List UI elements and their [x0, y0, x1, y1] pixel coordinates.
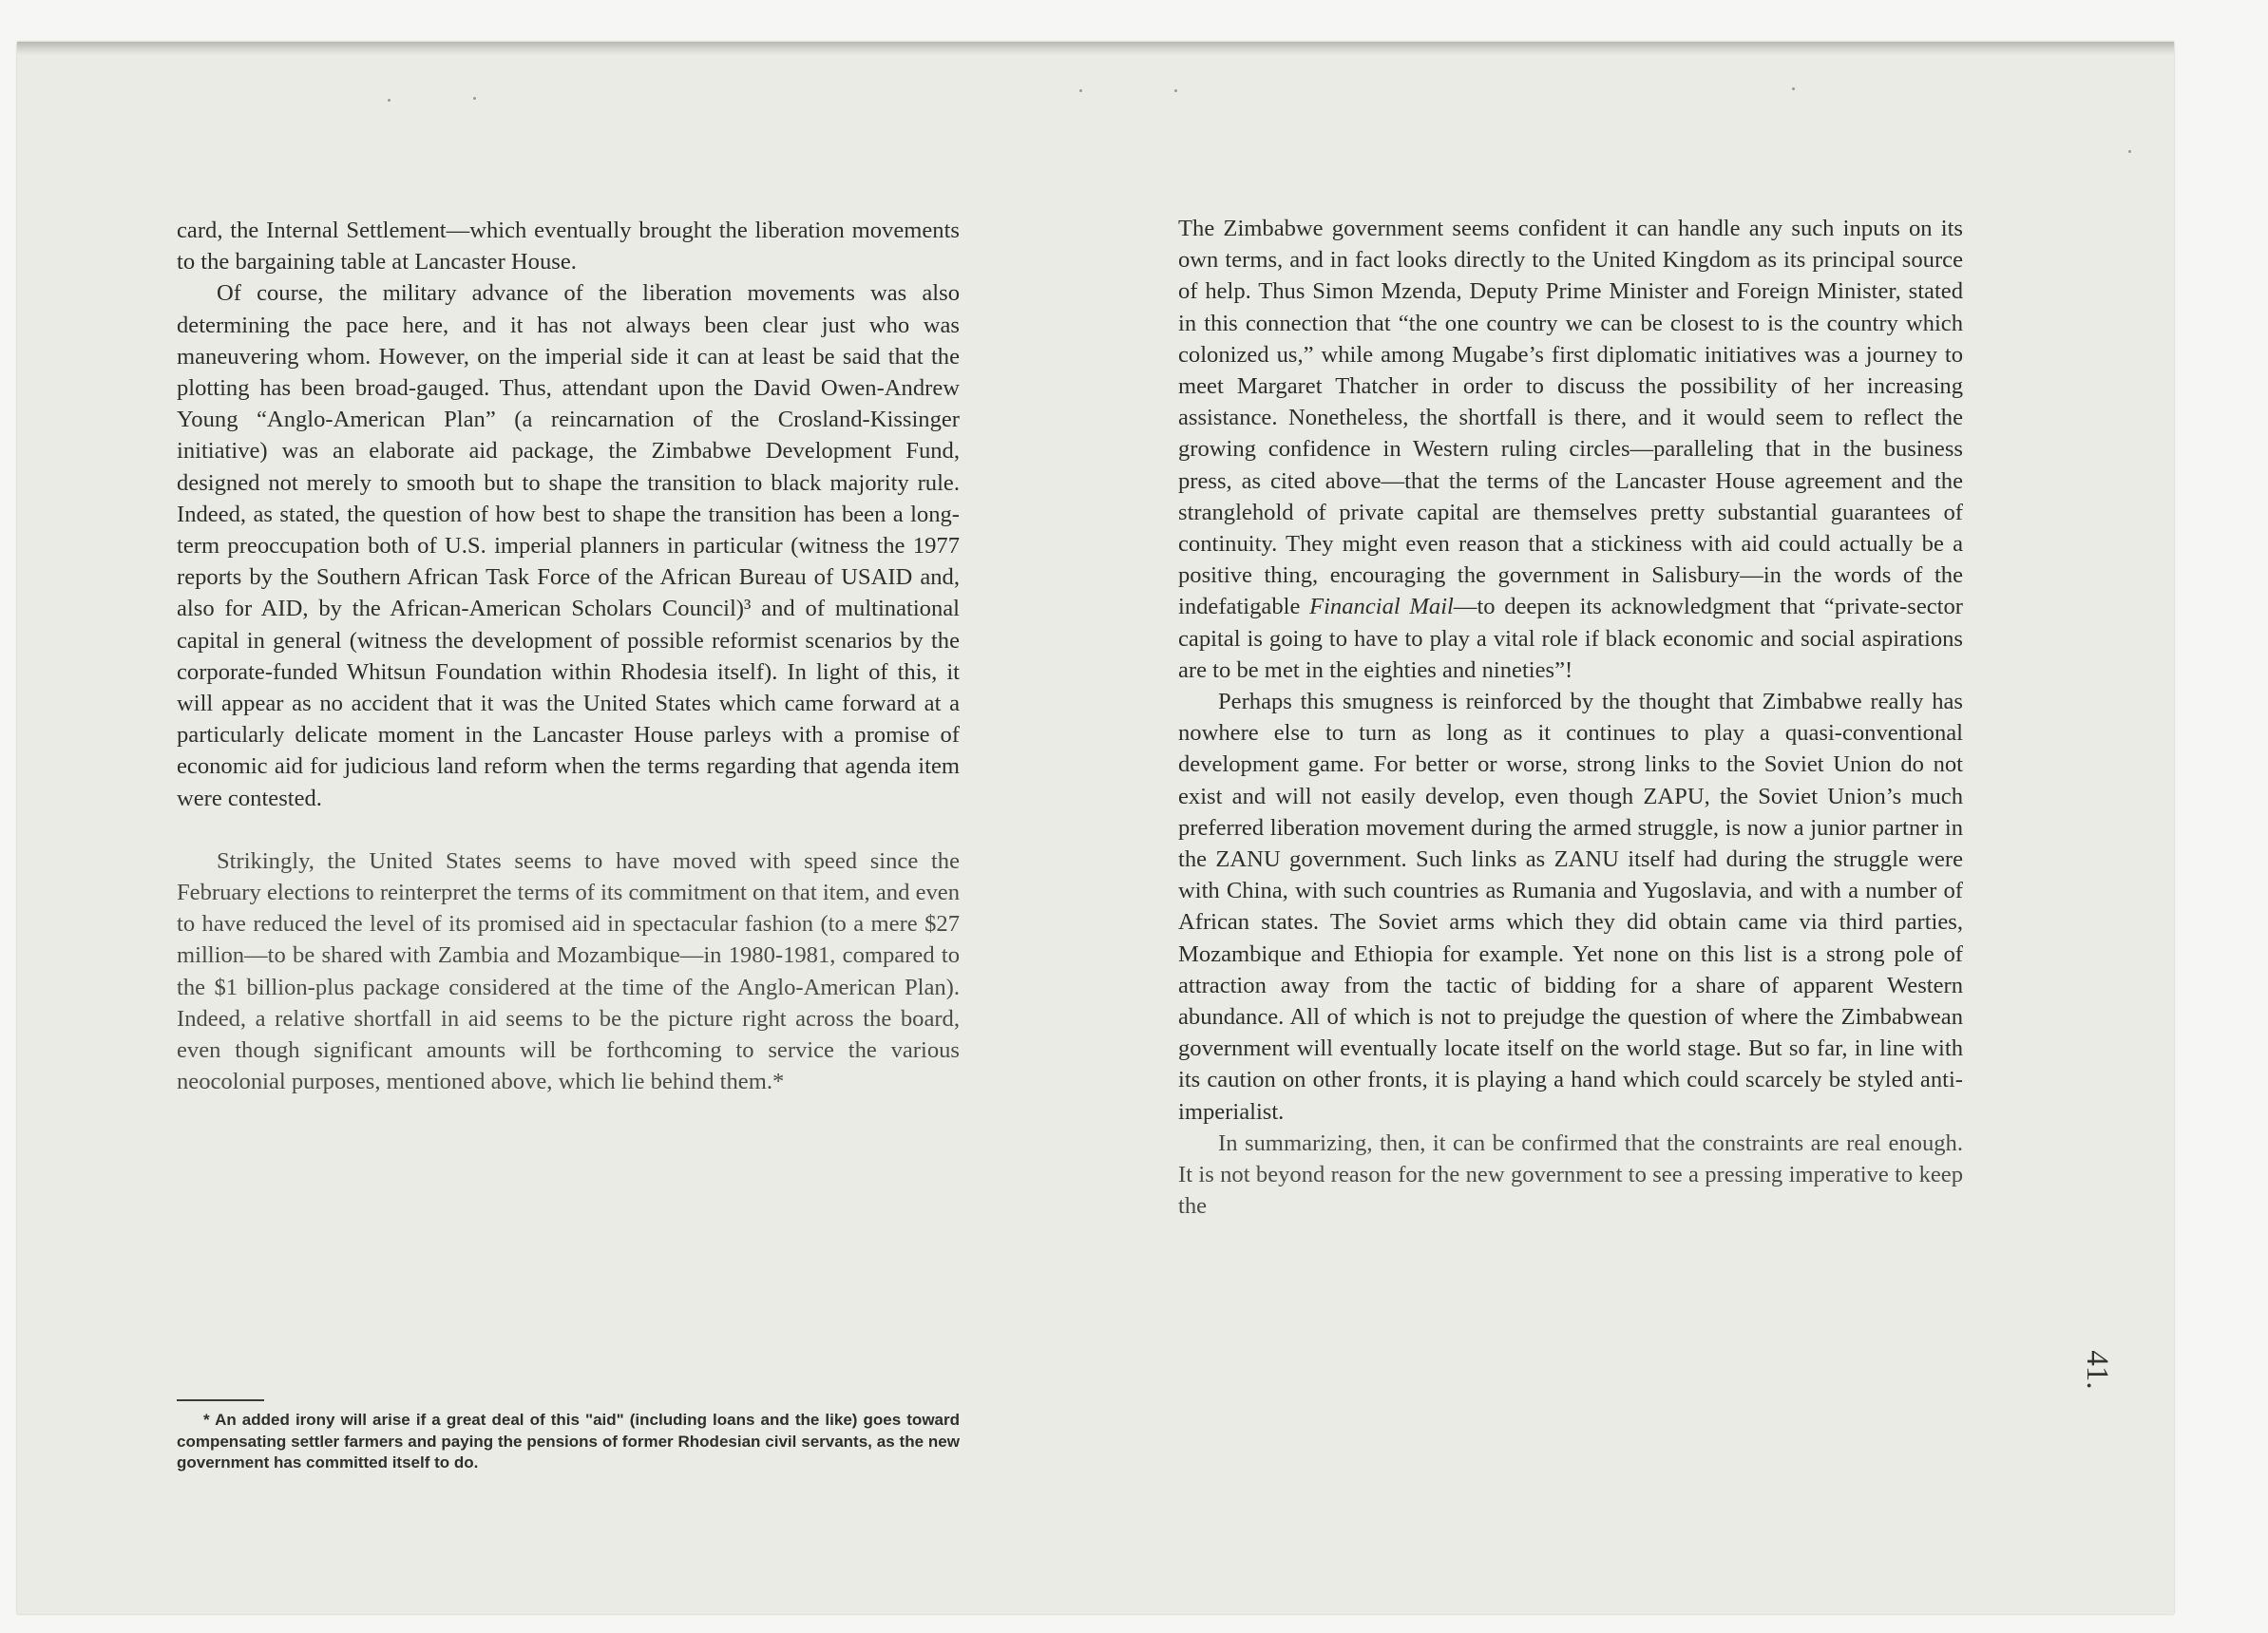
- paragraph-text: The Zimbabwe government seems confident it can handle any such inputs on its own terms, and in fact looks directly to the United Kingdom as its principal source of help. Thus Simon Mzenda, Deputy Prime Minister and Foreign Minister, stated in this connection that “the one country we can be closest to is the country which colonized us,” while among Mugabe’s first diplomatic initiatives was a journey to meet Margaret Thatcher in order to discuss the possibility of her increasing assistance. Nonetheless, the shortfall is there, and it would seem to reflect the growing confidence in Western ruling circles—paralleling that in the business press, as cited above—that the terms of the Lancaster House agreement and the stranglehold of private capital are themselves pretty substantial guarantees of continuity. They might even reason that a stickiness with aid could actually be a positive thing, encouraging the government in Salisbury—in the words of the indefatigable: [1178, 216, 1963, 620]
- scan-speck: [2128, 150, 2131, 153]
- paragraph: card, the Internal Settlement—which eventually brought the liberation movements to the bargaining table at Lancaster House.: [177, 218, 960, 275]
- paragraph: Of course, the military advance of the liberation movements was also determining the pace here, and it has not always been clear just who was maneuvering whom. However, on the imperial side it can at least be said that the plotting has been broad-gauged. Thus, attendant upon the David Owen-Andrew Young “Anglo-American Plan” (a reincarnation of the Crosland-Kissinger initiative) was an elaborate aid package, the Zimbabwe Development Fund, designed not merely to smooth but to shape the transition to black majority rule. Indeed, as stated, the question of how best to shape the transition has been a long-term preoccupation both of U.S. imperial planners in particular (witness the 1977 reports by the Southern African Task Force of the African Bureau of USAID and, also for AID, by the African-American Scholars Council)³ and of multinational capital in general (witness the development of possible reformist scenarios by the corporate-funded Whitsun Foundation within Rhodesia itself). In light of this, it will appear as no accident that it was the United States which came forward at a particularly delicate moment in the Lancaster House parleys with a promise of economic aid for judicious land reform when the terms regarding that agenda item were contested.: [177, 280, 960, 811]
- scan-speck: [1174, 89, 1177, 92]
- paragraph-text: —to deepen its acknowledgment that “private-sector capital is going to have to play a vital role if black economic and social aspirations are to be met in the eighties and nineties”!: [1178, 594, 1963, 683]
- publication-title: Financial Mail: [1309, 594, 1454, 620]
- paragraph: [1178, 213, 1963, 686]
- paragraph: Strikingly, the United States seems to have moved with speed since the February elections to reinterpret the terms of its commitment on that item, and even to have reduced the level of its promised aid in spectacular fashion (to a mere $27 million—to be shared with Zambia and Mozambique—in 1980-1981, compared to the $1 billion-plus package considered at the time of the Anglo-American Plan). Indeed, a relative shortfall in aid seems to be the picture right across the board, even though significant amounts will be forthcoming to service the various neocolonial purposes, mentioned above, which lie behind them.*: [177, 847, 960, 1095]
- paragraph: In summarizing, then, it can be confirmed that the constraints are real enough. It is not beyond reason for the new government to see a pressing imperative to keep the: [1178, 1130, 1963, 1220]
- scan-speck: [1079, 89, 1082, 92]
- scan-speck: [1792, 87, 1795, 90]
- right-text-column: [1178, 213, 1963, 1223]
- footnote-divider: [177, 1399, 264, 1401]
- paragraph: Perhaps this smugness is reinforced by the thought that Zimbabwe really has nowhere else to turn as long as it continues to play a quasi-conventional development game. For better or worse, strong links to the Soviet Union do not exist and will not easily develop, even though ZAPU, the Soviet Union’s much preferred liberation movement during the armed struggle, is now a junior partner in the ZANU government. Such links as ZANU itself had during the struggle were with China, with such countries as Rumania and Yugoslavia, and with a number of African states. The Soviet arms which they did obtain came via third parties, Mozambique and Ethiopia for example. Yet none on this list is a strong pole of attraction away from the tactic of bidding for a share of apparent Western abundance. All of which is not to prejudge the question of where the Zimbabwean government will eventually locate itself on the world stage. But so far, in line with its caution on other fronts, it is playing a hand which could scarcely be styled anti-imperialist.: [1178, 689, 1963, 1125]
- left-text-column: [177, 215, 960, 1097]
- scan-speck: [388, 99, 391, 102]
- page-number: 41.: [2080, 1350, 2114, 1390]
- scan-speck: [473, 97, 476, 100]
- footnote: * An added irony will arise if a great deal of this "aid" (including loans and the like) goes toward compensating settler farmers and paying the pensions of former Rhodesian civil servants, as the new government has committed itself to do.: [177, 1411, 960, 1472]
- page-top-edge: [17, 42, 2174, 55]
